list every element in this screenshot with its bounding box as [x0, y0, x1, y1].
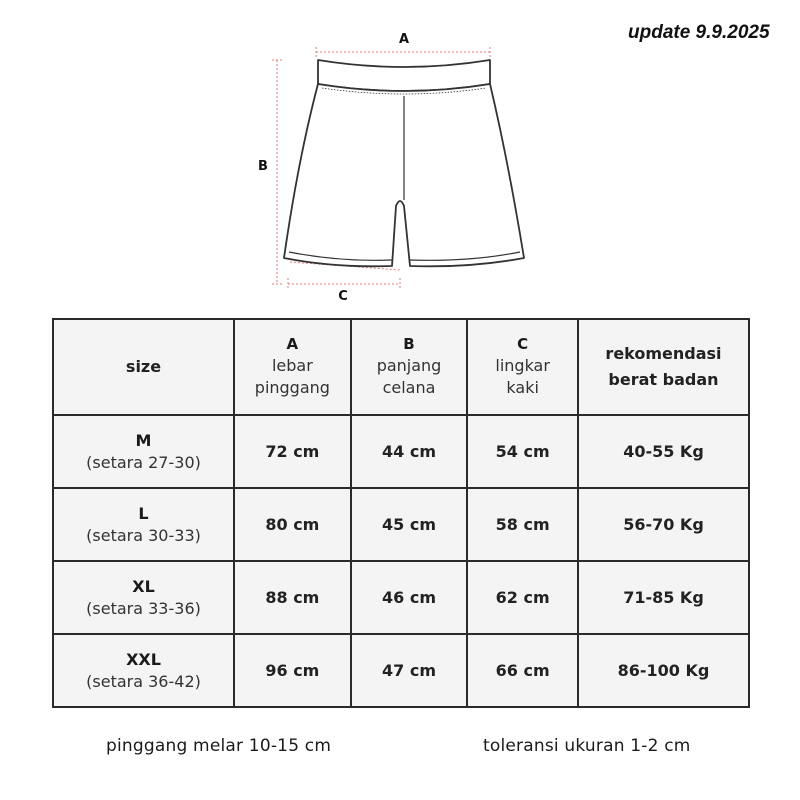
header-b-line2: celana: [382, 378, 436, 397]
header-c-letter: C: [517, 335, 529, 353]
table-row: [53, 634, 749, 707]
leg-cell: 62 cm: [467, 561, 578, 634]
weight-cell: 86-100 Kg: [578, 634, 749, 707]
header-recommendation: [578, 319, 749, 415]
weight-cell: 40-55 Kg: [578, 415, 749, 488]
header-a-line2: pinggang: [254, 378, 330, 397]
table-row: [53, 415, 749, 488]
waist-cell: 88 cm: [234, 561, 351, 634]
length-cell: 46 cm: [351, 561, 468, 634]
waist-cell: 72 cm: [234, 415, 351, 488]
waist-cell: 80 cm: [234, 488, 351, 561]
header-a-line1: lebar: [271, 356, 313, 375]
leg-cell: 66 cm: [467, 634, 578, 707]
leg-cell: 54 cm: [467, 415, 578, 488]
dimension-label-b: B: [258, 159, 268, 174]
waist-stretch-note: pinggang melar 10-15 cm: [106, 736, 332, 756]
weight-cell: 56-70 Kg: [578, 488, 749, 561]
size-label: L: [138, 504, 149, 523]
table-row: [53, 488, 749, 561]
size-equivalent: (setara 36-42): [86, 672, 201, 691]
header-size: size: [53, 319, 234, 415]
size-label: XXL: [126, 650, 161, 669]
table-row: [53, 561, 749, 634]
header-b: [351, 319, 468, 415]
header-c-line2: kaki: [506, 378, 539, 397]
leg-cell: 58 cm: [467, 488, 578, 561]
dimension-label-c: C: [338, 289, 348, 304]
length-cell: 44 cm: [351, 415, 468, 488]
size-label: M: [135, 431, 152, 450]
size-tolerance-note: toleransi ukuran 1-2 cm: [483, 736, 691, 756]
size-label: XL: [132, 577, 155, 596]
size-cell: [53, 488, 234, 561]
length-cell: 45 cm: [351, 488, 468, 561]
update-date-label: update 9.9.2025: [628, 22, 770, 43]
header-a-letter: A: [286, 335, 299, 353]
header-rec-line1: rekomendasi: [605, 344, 722, 363]
size-equivalent: (setara 30-33): [86, 526, 201, 545]
table-header-row: [53, 319, 749, 415]
shorts-outline: [284, 60, 524, 266]
length-cell: 47 cm: [351, 634, 468, 707]
dimension-label-a: A: [398, 32, 410, 47]
weight-cell: 71-85 Kg: [578, 561, 749, 634]
size-cell: [53, 561, 234, 634]
header-b-line1: panjang: [376, 356, 442, 375]
header-a: [234, 319, 351, 415]
size-cell: [53, 634, 234, 707]
header-rec-line2: berat badan: [608, 370, 719, 389]
size-equivalent: (setara 27-30): [86, 453, 201, 472]
shorts-measurement-diagram: [0, 0, 800, 310]
header-c-line1: lingkar: [495, 356, 550, 375]
waist-cell: 96 cm: [234, 634, 351, 707]
size-cell: [53, 415, 234, 488]
header-c: [467, 319, 578, 415]
size-chart-table: [52, 318, 750, 708]
size-equivalent: (setara 33-36): [86, 599, 201, 618]
header-b-letter: B: [403, 335, 415, 353]
